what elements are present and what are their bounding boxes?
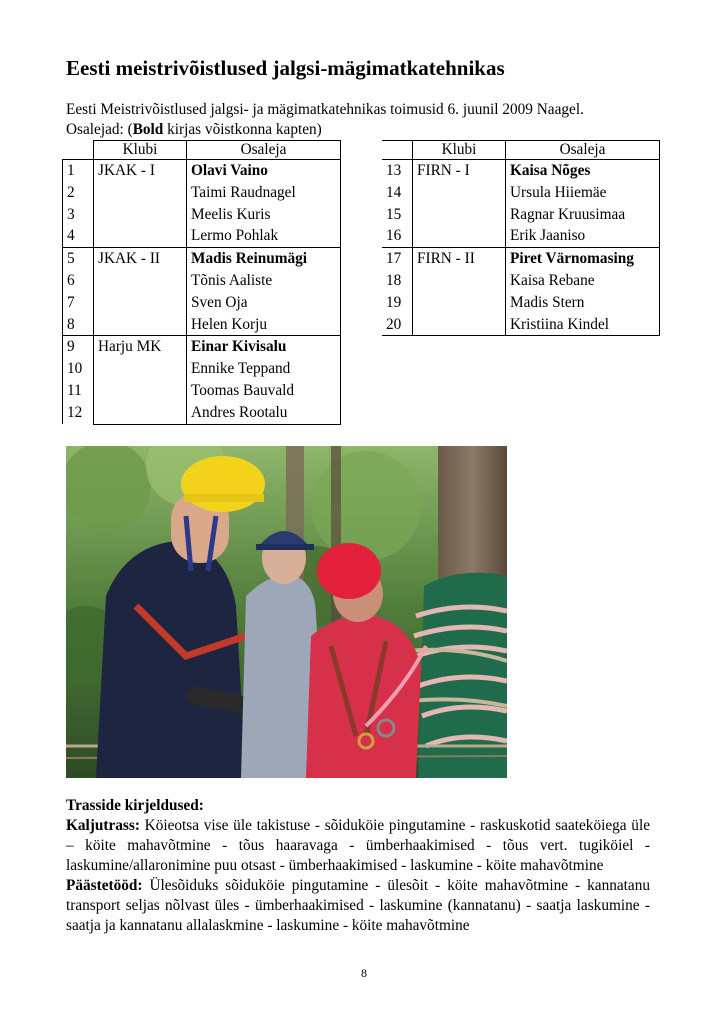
table-row [382, 182, 660, 204]
participant-name: Kaisa Rebane [506, 270, 660, 292]
participants-note: Osalejad: (Bold kirjas võistkonna kapten) [66, 121, 322, 138]
table-row [63, 336, 341, 358]
club-name [94, 182, 187, 204]
table-row [63, 182, 341, 204]
route-descriptions [66, 796, 650, 936]
participant-number: 14 [386, 183, 402, 201]
table-row [63, 248, 341, 270]
participant-name: Tõnis Aaliste [187, 270, 341, 292]
participant-name-captain: Madis Reinumägi [187, 248, 341, 270]
participant-name: Kristiina Kindel [506, 314, 660, 336]
club-name: JKAK - II [94, 248, 187, 270]
participant-number: 9 [63, 336, 94, 358]
club-name [413, 270, 506, 292]
table-row [382, 270, 660, 292]
table-header-row [382, 141, 660, 160]
participant-number: 11 [63, 380, 94, 402]
participant-number: 6 [63, 270, 94, 292]
club-name [413, 314, 506, 336]
club-name [94, 380, 187, 402]
participant-name: Helen Korju [187, 314, 341, 336]
club-name [94, 270, 187, 292]
participant-number: 18 [386, 271, 402, 289]
table-row [63, 270, 341, 292]
club-name [413, 225, 506, 247]
participants-table-right [382, 140, 660, 336]
table-row [382, 160, 660, 182]
participant-number: 3 [63, 204, 94, 226]
descriptions-heading: Trasside kirjeldused: [66, 797, 204, 814]
table-row [63, 204, 341, 226]
participant-number: 10 [63, 358, 94, 380]
club-name [94, 292, 187, 314]
column-header-participant: Osaleja [506, 141, 660, 160]
participant-number: 4 [63, 225, 94, 247]
club-name [413, 182, 506, 204]
club-name [94, 314, 187, 336]
participant-number: 20 [382, 314, 413, 336]
rock-route-description: Kaljutrass: Köieotsa vise üle takistuse - sõiduköie pingutamine - raskuskotid saateköiega üle – köite mahavõtmine - tõus haaravaga - ümberhaakimised - tõus vert. tugiköiel - laskumine/allaronimine puu otsast - ümberhaakimised - laskumine - köite mahavõtmine [66, 817, 650, 874]
climbers-photo-illustration [66, 446, 507, 778]
club-name [413, 204, 506, 226]
club-name [94, 225, 187, 247]
table-row [63, 358, 341, 380]
participant-name-captain: Piret Värnomasing [506, 248, 660, 270]
rescue-route-description: Päästetööd: Ülesõiduks sõiduköie pingutamine - ülesõit - köite mahavõtmine - kannatanu transport seljas nõlvast üles - ümberhaakimised - laskumine (kannatanu) - saatja laskumine - saatja ja kannatanu allalaskmine - laskumine - köite mahavõtmine [66, 877, 650, 934]
club-name: JKAK - I [94, 160, 187, 182]
club-name: FIRN - I [413, 160, 506, 182]
table-row [382, 225, 660, 247]
participant-name: Ursula Hiiemäe [506, 182, 660, 204]
club-name: FIRN - II [413, 248, 506, 270]
table-row [63, 380, 341, 402]
page-number: 8 [361, 966, 367, 980]
column-header-club: Klubi [94, 141, 187, 160]
participants-table-left [62, 140, 341, 425]
table-row [63, 160, 341, 182]
participant-name: Toomas Bauvald [187, 380, 341, 402]
participant-name: Madis Stern [506, 292, 660, 314]
participant-number: 8 [63, 314, 94, 336]
club-name [94, 358, 187, 380]
participant-number: 7 [63, 292, 94, 314]
participant-name-captain: Kaisa Nõges [506, 160, 660, 182]
participant-number: 12 [63, 402, 94, 424]
participant-name: Andres Rootalu [187, 402, 341, 424]
participant-number: 15 [386, 205, 402, 223]
team-photo [66, 446, 507, 778]
participant-name: Lermo Pohlak [187, 225, 341, 247]
table-row [63, 225, 341, 247]
club-name [94, 402, 187, 424]
participant-name: Erik Jaaniso [506, 225, 660, 247]
participant-name: Taimi Raudnagel [187, 182, 341, 204]
participant-number: 2 [63, 182, 94, 204]
club-name [94, 204, 187, 226]
participant-name: Ragnar Kruusimaa [506, 204, 660, 226]
participant-number: 19 [386, 293, 402, 311]
column-header-club: Klubi [413, 141, 506, 160]
club-name: Harju MK [94, 336, 187, 358]
table-header-row [63, 141, 341, 160]
participant-number: 13 [382, 160, 413, 182]
participant-name: Sven Oja [187, 292, 341, 314]
participant-name: Ennike Teppand [187, 358, 341, 380]
participant-name-captain: Einar Kivisalu [187, 336, 341, 358]
column-header-participant: Osaleja [187, 141, 341, 160]
table-row [63, 292, 341, 314]
table-row [382, 314, 660, 336]
table-row [63, 402, 341, 424]
participant-number: 1 [63, 160, 94, 182]
participant-name: Meelis Kuris [187, 204, 341, 226]
participant-name-captain: Olavi Vaino [187, 160, 341, 182]
page-title: Eesti meistrivõistlused jalgsi-mägimatkatehnikas [66, 56, 505, 80]
table-row [382, 204, 660, 226]
table-row [63, 314, 341, 336]
participant-number: 5 [63, 248, 94, 270]
intro-text: Eesti Meistrivõistlused jalgsi- ja mägimatkatehnikas toimusid 6. juunil 2009 Naagel. [66, 101, 584, 118]
table-row [382, 248, 660, 270]
participant-number: 16 [386, 227, 402, 245]
table-row [382, 292, 660, 314]
participant-number: 17 [382, 248, 413, 270]
club-name [413, 292, 506, 314]
